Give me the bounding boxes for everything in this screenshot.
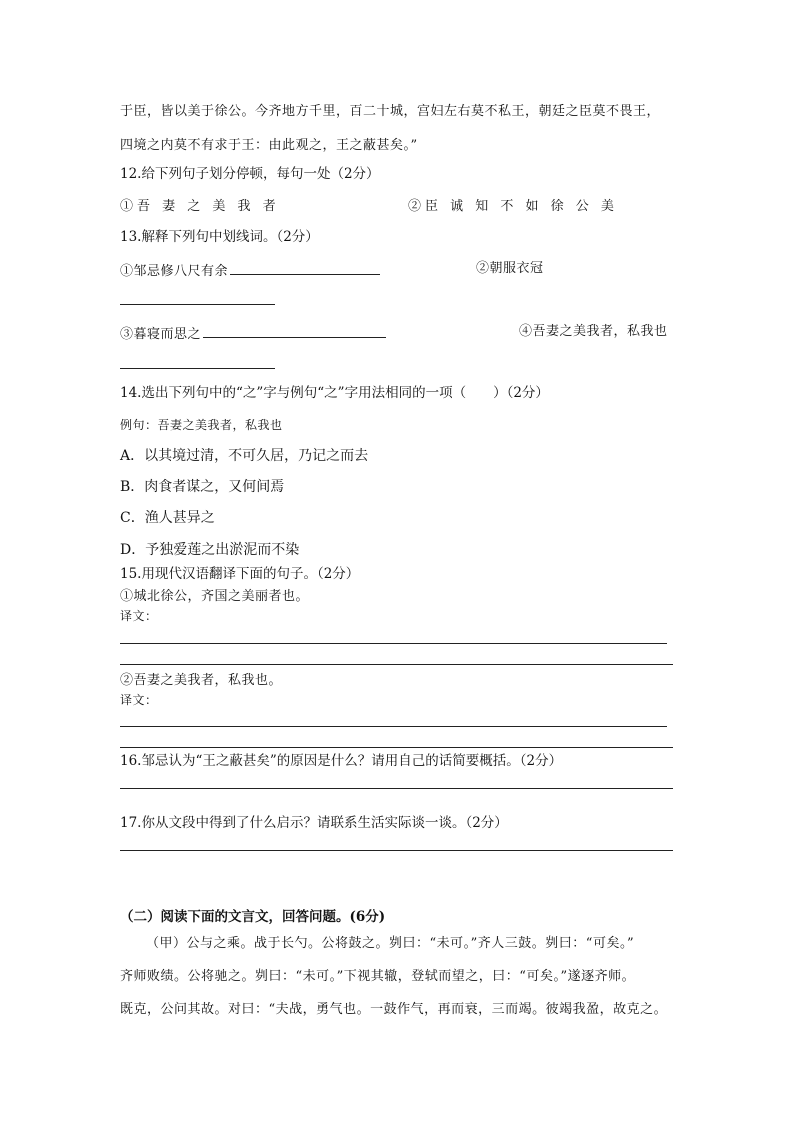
section-2-heading: （二）阅读下面的文言文，回答问题。(6分) bbox=[120, 909, 386, 925]
q13-item-1-text: ①邹忌修八尺有余 bbox=[120, 264, 229, 279]
answer-line[interactable] bbox=[120, 368, 275, 369]
q13-item-3-text: ③暮寝而思之 bbox=[120, 327, 202, 342]
q14-example: 例句：吾妻之美我者，私我也 bbox=[120, 418, 283, 432]
translation-label: 译文： bbox=[120, 609, 158, 623]
passage-line: 四境之内莫不有求于王：由此观之，王之蔽甚矣。” bbox=[120, 138, 418, 153]
question-16-prompt: 16.邹忌认为“王之蔽甚矣”的原因是什么？请用自己的话简要概括。（2分） bbox=[120, 753, 563, 769]
question-12-prompt: 12.给下列句子划分停顿，每句一处（2分） bbox=[120, 166, 380, 182]
passage-line: 既克，公问其故。对曰：“夫战，勇气也。一鼓作气，再而衰，三而竭。彼竭我盈，故克之。 bbox=[120, 1002, 668, 1017]
question-17-prompt: 17.你从文段中得到了什么启示？请联系生活实际谈一谈。（2分） bbox=[120, 815, 508, 831]
answer-line[interactable] bbox=[120, 726, 667, 727]
q12-item-2: ②臣 诚 知 不 如 徐 公 美 bbox=[408, 199, 618, 214]
q13-item-2: ②朝服衣冠 bbox=[476, 261, 544, 276]
q13-item-4: ④吾妻之美我者，私我也 bbox=[519, 324, 668, 339]
q13-item-1 bbox=[120, 262, 380, 278]
q14-option-d[interactable]: D．予独爱莲之出淤泥而不染 bbox=[120, 542, 300, 558]
question-15-prompt: 15.用现代汉语翻译下面的句子。（2分） bbox=[120, 566, 360, 582]
q12-item-1: ①吾 妻 之 美 我 者 bbox=[120, 199, 280, 214]
answer-line[interactable] bbox=[120, 304, 275, 305]
q13-item-3 bbox=[120, 325, 386, 341]
question-13-prompt: 13.解释下列句中划线词。（2分） bbox=[120, 229, 319, 245]
answer-line[interactable] bbox=[120, 850, 673, 851]
answer-line[interactable] bbox=[120, 747, 673, 748]
question-14-prompt: 14.选出下列句中的“之”字与例句“之”字用法相同的一项（ ）（2分） bbox=[120, 385, 549, 401]
translation-label: 译文： bbox=[120, 693, 158, 707]
answer-line[interactable] bbox=[120, 643, 667, 644]
passage-line: （甲）公与之乘。战于长勺。公将鼓之。刿曰：“未可。”齐人三鼓。刿曰：“可矣。” bbox=[146, 936, 635, 951]
answer-line[interactable] bbox=[120, 664, 673, 665]
answer-blank[interactable] bbox=[230, 262, 380, 275]
passage-line: 齐师败绩。公将驰之。刿曰：“未可。”下视其辙，登轼而望之，曰：“可矣。”遂逐齐师。 bbox=[120, 969, 636, 984]
answer-line[interactable] bbox=[120, 788, 673, 789]
q15-sentence-1: ①城北徐公，齐国之美丽者也。 bbox=[120, 589, 310, 604]
q15-sentence-2: ②吾妻之美我者，私我也。 bbox=[120, 673, 283, 688]
passage-line: 于臣，皆以美于徐公。今齐地方千里，百二十城，宫妇左右莫不私王，朝廷之臣莫不畏王， bbox=[120, 104, 661, 119]
answer-blank[interactable] bbox=[203, 325, 386, 338]
q14-option-b[interactable]: B．肉食者谋之，又何间焉 bbox=[120, 479, 285, 495]
q14-option-c[interactable]: C．渔人甚异之 bbox=[120, 510, 215, 526]
q14-option-a[interactable]: A．以其境过清，不可久居，乃记之而去 bbox=[120, 448, 369, 464]
